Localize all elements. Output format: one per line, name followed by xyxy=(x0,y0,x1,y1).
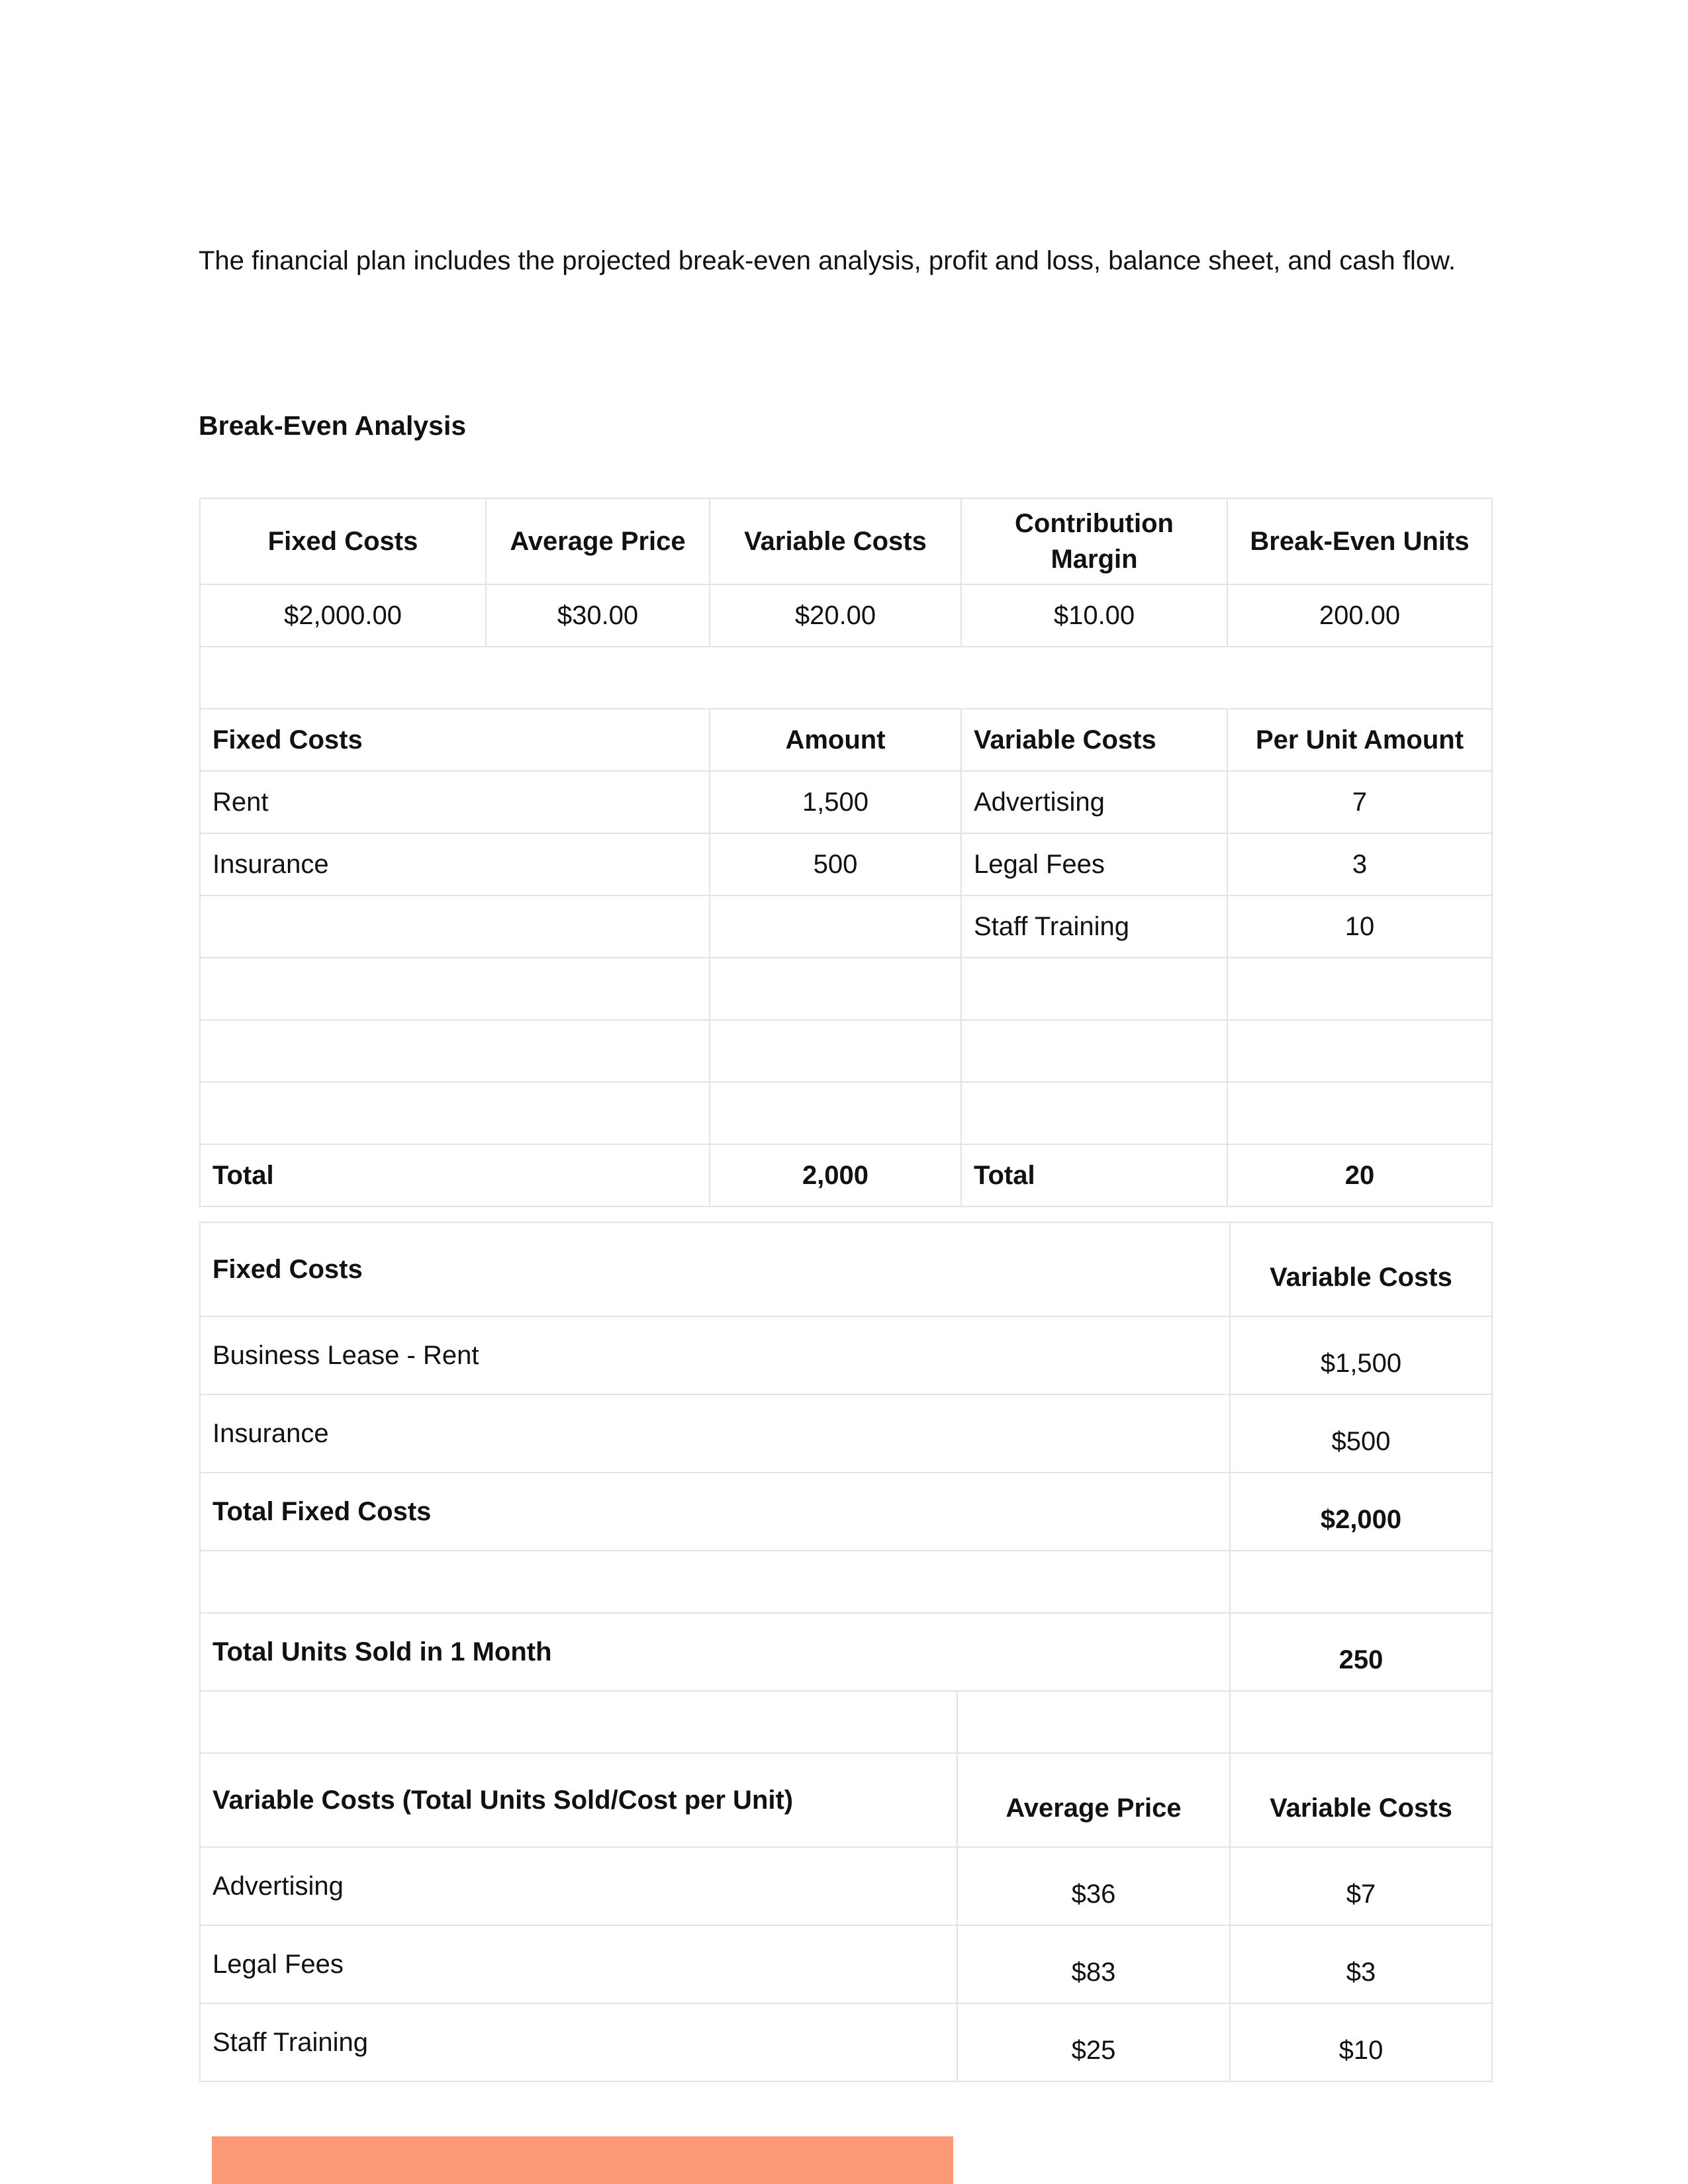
summary-value-cell: $2,000.00 xyxy=(200,584,486,647)
costs-cell xyxy=(710,958,961,1020)
costs-cell: Legal Fees xyxy=(961,833,1227,895)
costs-cell: 500 xyxy=(710,833,961,895)
variable-header-cell: Average Price xyxy=(957,1753,1230,1847)
fixed-row xyxy=(200,1394,1492,1473)
costs-cell xyxy=(200,1082,710,1144)
fixed-cell: Insurance xyxy=(200,1394,1230,1473)
spacer-row xyxy=(200,1551,1492,1613)
spacer-cell xyxy=(1230,1551,1492,1613)
spacer-cell xyxy=(200,1551,1230,1613)
summary-value-cell: $10.00 xyxy=(961,584,1227,647)
fixed-cell: Business Lease - Rent xyxy=(200,1316,1230,1394)
units-sold-cell: Total Units Sold in 1 Month xyxy=(200,1613,1230,1691)
costs-cell: Rent xyxy=(200,771,710,833)
intro-paragraph: The financial plan includes the projected break-even analysis, profit and loss, balance sheet, and cash flow. xyxy=(199,246,1456,275)
total-fixed-row xyxy=(200,1473,1492,1551)
fixed-cell: $500 xyxy=(1230,1394,1492,1473)
summary-header-cell: Break-Even Units xyxy=(1227,498,1492,584)
costs-header-cell: Amount xyxy=(710,709,961,771)
costs-cell xyxy=(961,958,1227,1020)
variable-cell: Advertising xyxy=(200,1847,957,1925)
variable-cell: $25 xyxy=(957,2003,1230,2081)
costs-total-cell: 20 xyxy=(1227,1144,1492,1206)
fixed-header-cell: Fixed Costs xyxy=(200,1222,1230,1316)
cost-detail-table xyxy=(199,1222,1493,2082)
spacer-cell xyxy=(200,647,1492,709)
costs-total-row xyxy=(200,1144,1492,1206)
summary-value-cell: 200.00 xyxy=(1227,584,1492,647)
section-title: Break-Even Analysis xyxy=(199,410,467,441)
variable-row xyxy=(200,1847,1492,1925)
spacer-cell xyxy=(1230,1691,1492,1753)
spacer-row xyxy=(200,647,1492,709)
costs-cell xyxy=(710,1020,961,1082)
variable-cell: $83 xyxy=(957,1925,1230,2003)
costs-row xyxy=(200,1082,1492,1144)
variable-cell: Staff Training xyxy=(200,2003,957,2081)
costs-cell xyxy=(200,958,710,1020)
costs-cell: 10 xyxy=(1227,895,1492,958)
costs-header-cell: Per Unit Amount xyxy=(1227,709,1492,771)
summary-header-row xyxy=(200,498,1492,584)
total-fixed-cell: $2,000 xyxy=(1230,1473,1492,1551)
costs-cell xyxy=(710,895,961,958)
costs-total-cell: Total xyxy=(200,1144,710,1206)
costs-cell: Staff Training xyxy=(961,895,1227,958)
variable-row xyxy=(200,1925,1492,2003)
total-fixed-cell: Total Fixed Costs xyxy=(200,1473,1230,1551)
costs-total-cell: Total xyxy=(961,1144,1227,1206)
costs-row xyxy=(200,1020,1492,1082)
costs-cell: 1,500 xyxy=(710,771,961,833)
units-sold-cell: 250 xyxy=(1230,1613,1492,1691)
costs-header-cell: Fixed Costs xyxy=(200,709,710,771)
variable-cell: Legal Fees xyxy=(200,1925,957,2003)
units-sold-row xyxy=(200,1613,1492,1691)
fixed-cell: $1,500 xyxy=(1230,1316,1492,1394)
costs-header-row xyxy=(200,709,1492,771)
spacer-row xyxy=(200,1691,1492,1753)
fixed-header-cell: Variable Costs xyxy=(1230,1222,1492,1316)
costs-header-cell: Variable Costs xyxy=(961,709,1227,771)
costs-row xyxy=(200,895,1492,958)
fixed-header-row xyxy=(200,1222,1492,1316)
costs-cell xyxy=(1227,1020,1492,1082)
costs-cell xyxy=(1227,958,1492,1020)
costs-total-cell: 2,000 xyxy=(710,1144,961,1206)
costs-cell xyxy=(200,895,710,958)
costs-cell xyxy=(200,1020,710,1082)
costs-cell: 7 xyxy=(1227,771,1492,833)
variable-cell: $36 xyxy=(957,1847,1230,1925)
summary-header-cell: Average Price xyxy=(486,498,710,584)
costs-row xyxy=(200,771,1492,833)
fixed-row xyxy=(200,1316,1492,1394)
spacer-cell xyxy=(957,1691,1230,1753)
summary-value-cell: $20.00 xyxy=(710,584,961,647)
variable-row xyxy=(200,2003,1492,2081)
break-even-table xyxy=(199,498,1493,1207)
costs-cell: Advertising xyxy=(961,771,1227,833)
costs-cell xyxy=(961,1020,1227,1082)
costs-cell: 3 xyxy=(1227,833,1492,895)
costs-row xyxy=(200,833,1492,895)
summary-header-cell: Fixed Costs xyxy=(200,498,486,584)
variable-cell: $3 xyxy=(1230,1925,1492,2003)
summary-header-cell: Contribution Margin xyxy=(961,498,1227,584)
summary-header-cell: Variable Costs xyxy=(710,498,961,584)
costs-cell xyxy=(961,1082,1227,1144)
variable-header-row xyxy=(200,1753,1492,1847)
variable-header-cell: Variable Costs (Total Units Sold/Cost per Unit) xyxy=(200,1753,957,1847)
decorative-bar xyxy=(212,2136,953,2184)
variable-cell: $7 xyxy=(1230,1847,1492,1925)
costs-cell: Insurance xyxy=(200,833,710,895)
summary-value-cell: $30.00 xyxy=(486,584,710,647)
variable-cell: $10 xyxy=(1230,2003,1492,2081)
costs-row xyxy=(200,958,1492,1020)
variable-header-cell: Variable Costs xyxy=(1230,1753,1492,1847)
costs-cell xyxy=(710,1082,961,1144)
summary-value-row xyxy=(200,584,1492,647)
costs-cell xyxy=(1227,1082,1492,1144)
spacer-cell xyxy=(200,1691,957,1753)
